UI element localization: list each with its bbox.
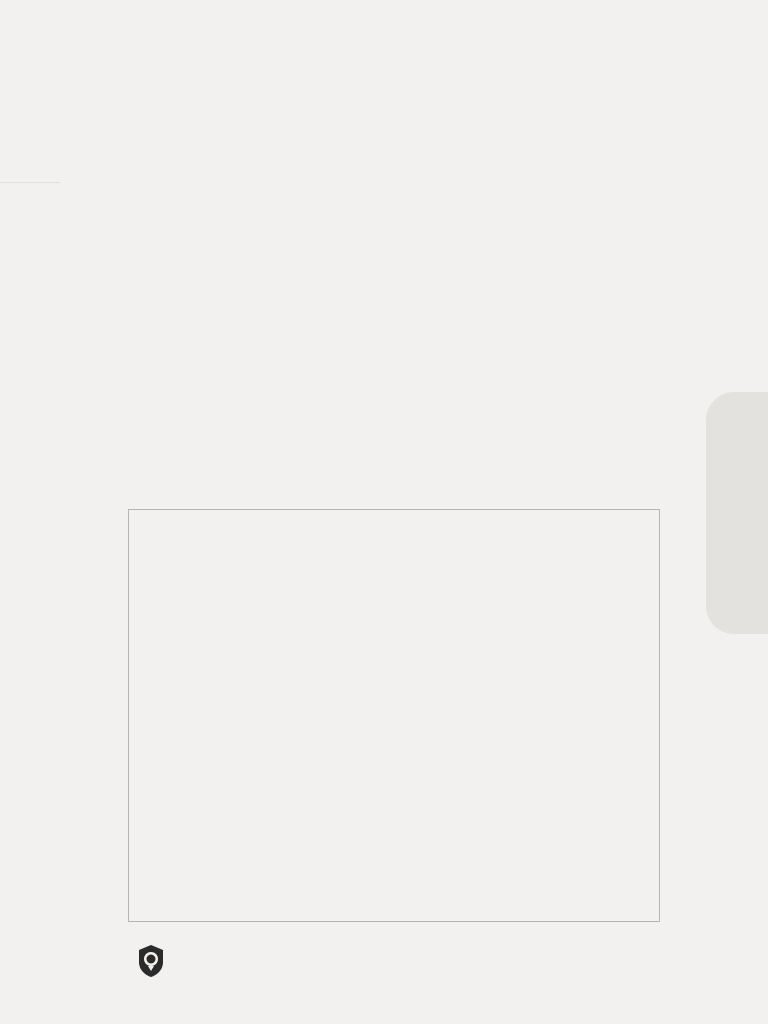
- answer-guidance-box: [128, 509, 660, 922]
- side-tab-label: [722, 480, 742, 550]
- margin-mark: [0, 182, 60, 183]
- bpp-lion-logo-icon: [137, 944, 165, 978]
